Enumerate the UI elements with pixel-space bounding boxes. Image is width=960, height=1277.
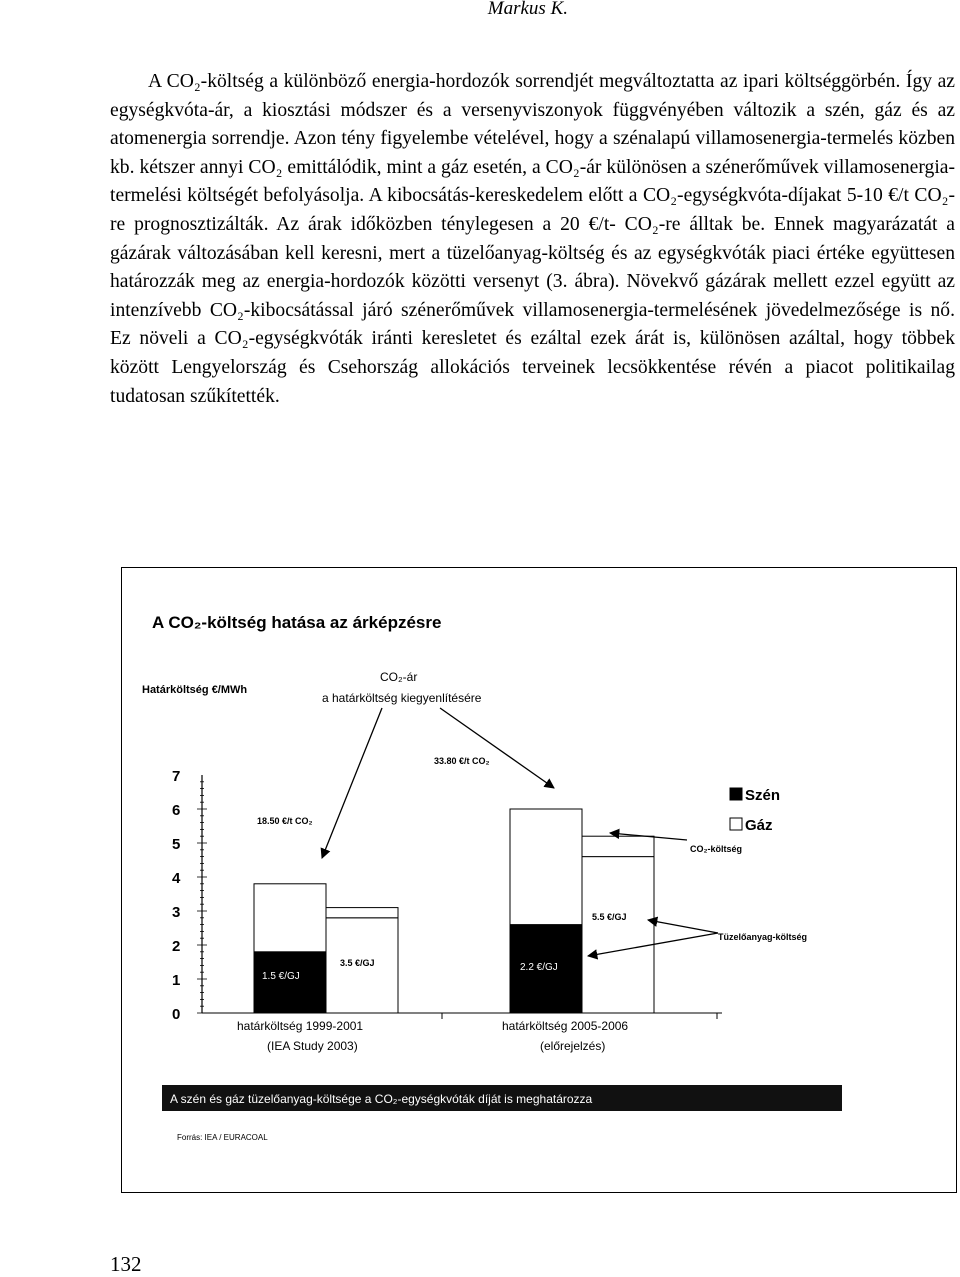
group-label-1: határköltség 1999-2001 [237,1019,364,1033]
legend-label-gaz: Gáz [745,817,773,834]
legend-label-szen: Szén [745,787,781,804]
y-tick-label: 1 [172,972,181,989]
coal-fuel-2: 2.2 €/GJ [520,962,558,973]
bar-co2-szén [254,884,326,952]
co2-price-2: 33.80 €/t CO₂ [434,756,490,766]
legend-swatch-gaz [730,818,742,830]
bar-co2-gáz [326,908,398,918]
co2-arrow-2 [440,708,554,788]
coal-fuel-1: 1.5 €/GJ [262,971,300,982]
bars [254,809,654,1013]
co2-arrow-1 [322,708,382,858]
group-label-2: határköltség 2005-2006 [502,1019,629,1033]
co2-price-label-line1: CO₂-ár [380,670,418,684]
figure-3 [121,567,957,1193]
page-number: 132 [110,1252,142,1276]
gas-fuel-2: 5.5 €/GJ [592,912,627,922]
legend-swatch-szen [730,788,742,800]
bar-co2-szén [510,809,582,925]
body-text [110,68,955,411]
co2-cost-label: CO₂-költség [690,844,743,854]
caption-text: A szén és gáz tüzelőanyag-költsége a CO₂-egységkvóták díját is meghatározza [170,1092,593,1106]
fuel-cost-arrow-2 [648,920,718,933]
bar-fuel-szén [254,952,326,1013]
co2-price-1: 18.50 €/t CO₂ [257,816,313,826]
running-header: Markus K. [487,0,568,19]
body-paragraph: A CO₂-költség a különböző energia-hordozók sorrendjét megváltoztatta az ipari költséggörbén. Így az egységkvóta-ár, a kiosztási módszer és a versenyviszonyok függvényében változik a szén, gáz és az atomenergia sorrendje. Azon tény figyelembe vételével, hogy a szénalapú villamosenergia-termelés közben kb. kétszer annyi CO₂ emittálódik, mint a gáz esetén, a CO₂-ár különösen a szénerőművek villamosenergia-termelési költségét befolyásolja. A kibocsátás-kereskedelem előtt a CO₂-egységkvóta-díjakat 5-10 €/t CO₂-re prognosztizálták. Az árak időközben ténylegesen a 20 €/t- CO₂-re álltak be. Ennek magyarázatát a gázárak változásában kell keresni, mert a tüzelőanyag-költség és az egységkvóták piaci értéke együttesen határozzák meg az energia-hordozók közötti versenyt (3. ábra). Növekvő gázárak mellett ezzel együtt az intenzívebb CO₂-kibocsátással járó szénerőművek villamosenergia-termelésének jövedelmezősége is nő. Ez növeli a CO₂-egységkvóták iránti keresletet és ezáltal ezek árát is, különösen azáltal, hogy többek között Lengyelország és Csehország allokációs terveinek lecsökkentése révén a piacot politikailag tudatosan szűkítették. [110,71,955,407]
bar-co2-gáz [582,836,654,856]
fuel-cost-label: Tüzelőanyag-költség [718,932,808,942]
co2-price-label-line2: a határköltség kiegyenlítésére [322,691,482,705]
gas-fuel-1: 3.5 €/GJ [340,958,375,968]
bar-fuel-gáz [582,857,654,1013]
y-tick-label: 2 [172,938,181,955]
y-tick-label: 5 [172,836,181,853]
y-tick-label: 6 [172,802,181,819]
chart-title: A CO₂-költség hatása az árképzésre [152,613,442,632]
y-axis-label: Határköltség €/MWh [142,684,248,696]
cost-chart [122,568,958,1194]
y-tick-label: 7 [172,768,181,785]
y-tick-label: 4 [172,870,181,887]
source-note: Forrás: IEA / EURACOAL [177,1133,268,1142]
y-tick-label: 3 [172,904,181,921]
group-sublabel-2: (előrejelzés) [540,1039,606,1053]
y-tick-label: 0 [172,1006,181,1023]
group-sublabel-1: (IEA Study 2003) [267,1039,358,1053]
